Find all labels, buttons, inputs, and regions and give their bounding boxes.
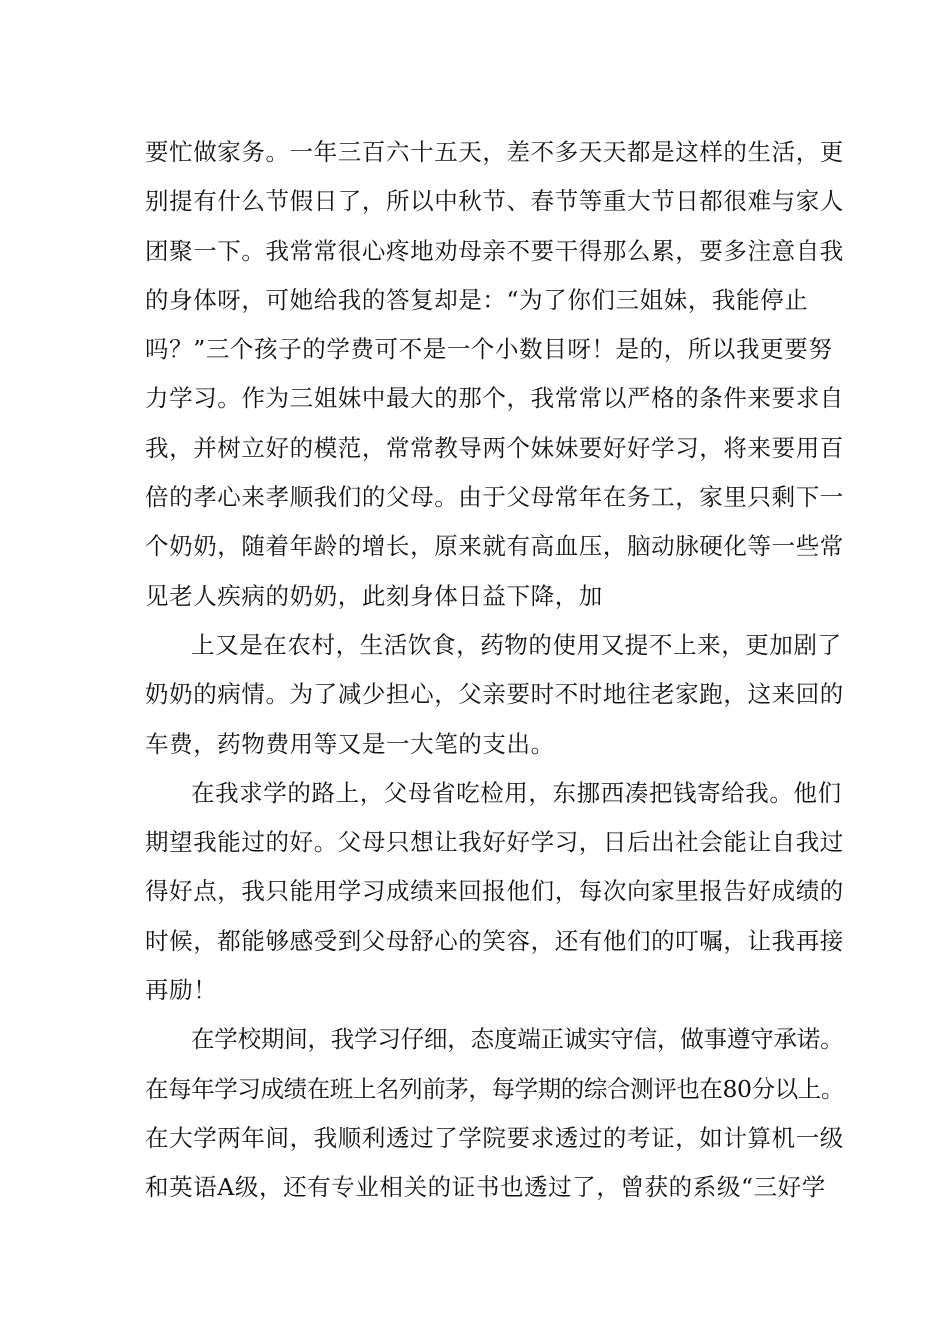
text-line: 的身体呀，可她给我的答复却是：“为了你们三姐妹，我能停止	[145, 285, 809, 314]
text-line: 个奶奶，随着年龄的增长，原来就有高血压，脑动脉硬化等一些常	[145, 532, 844, 561]
text-line: 我，并树立好的模范，常常教导两个妹妹要好好学习，将来要用百	[145, 433, 844, 462]
text-line: 倍的孝心来孝顺我们的父母。由于父母常年在务工，家里只剩下一	[145, 483, 844, 512]
text-line: 再励！	[145, 976, 218, 1005]
text-line: 力学习。作为三姐妹中最大的那个，我常常以严格的条件来要求自	[145, 384, 844, 413]
text-line: 吗？”三个孩子的学费可不是一个小数目呀！是的，所以我更要努	[145, 335, 833, 364]
text-line: 见老人疾病的奶奶，此刻身体日益下降，加	[145, 581, 603, 610]
paragraph-first-line: 在我求学的路上，父母省吃检用，东挪西凑把钱寄给我。他们	[191, 778, 842, 807]
text-line: 得好点，我只能用学习成绩来回报他们，每次向家里报告好成绩的	[145, 877, 844, 906]
text-line: 时候，都能够感受到父母舒心的笑容，还有他们的叮嘱，让我再接	[145, 926, 844, 955]
paragraph-first-line: 在学校期间，我学习仔细，态度端正诚实守信，做事遵守承诺。	[191, 1025, 844, 1054]
text-line: 奶奶的病情。为了减少担心，父亲要时不时地往老家跑，这来回的	[145, 680, 844, 709]
text-line: 别提有什么节假日了，所以中秋节、春节等重大节日都很难与家人	[145, 187, 844, 216]
text-line: 在每年学习成绩在班上名列前茅，每学期的综合测评也在80分以上。	[145, 1074, 845, 1103]
text-line: 要忙做家务。一年三百六十五天，差不多天天都是这样的生活，更	[145, 138, 844, 166]
paragraph-first-line: 上又是在农村，生活饮食，药物的使用又提不上来，更加剧了	[191, 630, 842, 659]
text-line: 期望我能过的好。父母只想让我好好学习，日后出社会能让自我过	[145, 828, 844, 857]
text-line: 车费，药物费用等又是一大笔的支出。	[145, 729, 555, 758]
text-line: 在大学两年间，我顺利透过了学院要求透过的考证，如计算机一级	[145, 1123, 844, 1152]
document-body-text	[145, 128, 845, 1213]
text-line: 和英语A级，还有专业相关的证书也透过了，曾获的系级“三好学	[145, 1173, 826, 1202]
text-line: 团聚一下。我常常很心疼地劝母亲不要干得那么累，要多注意自我	[145, 236, 844, 265]
